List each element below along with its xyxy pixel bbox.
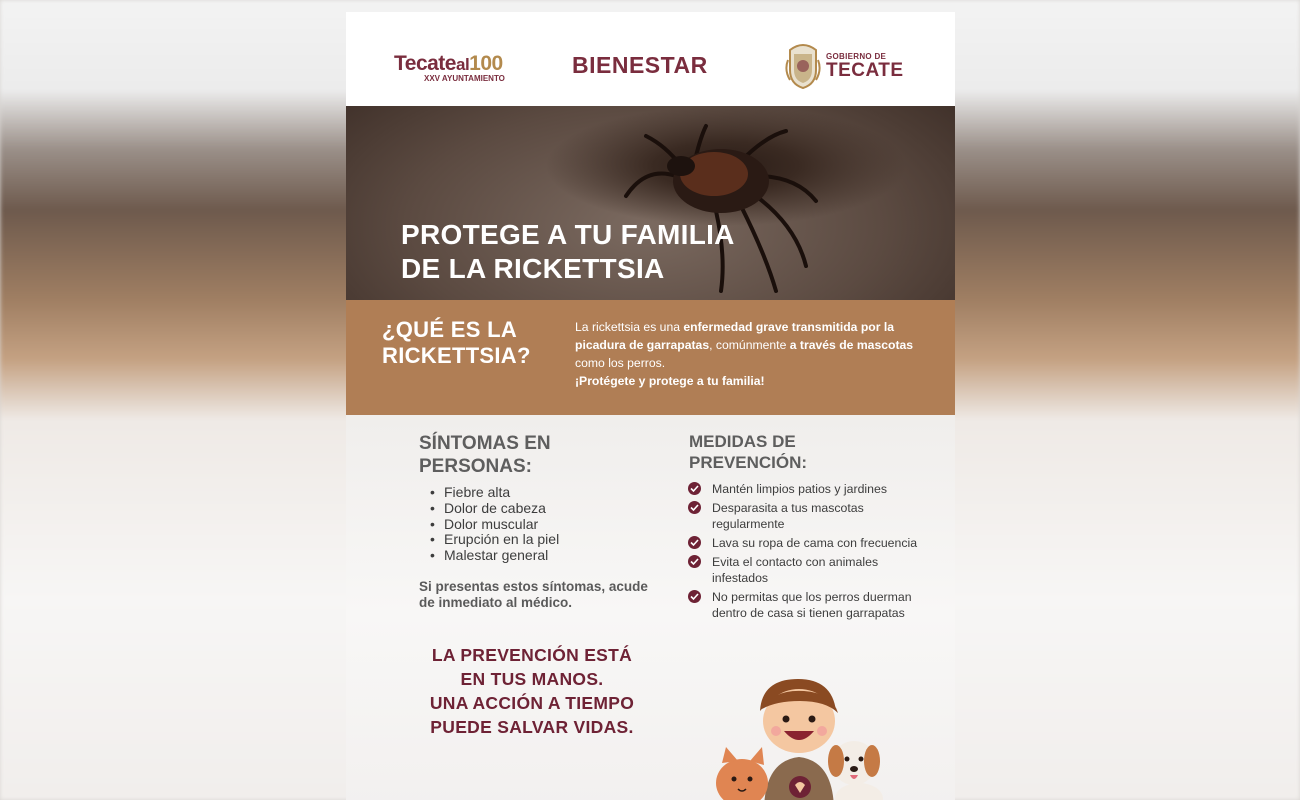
check-circle-icon [688,482,701,495]
prevention-title-line1: MEDIDAS DE [689,432,796,451]
what-is-question [382,317,562,369]
check-circle-icon [688,536,701,549]
desc-part5: como los perros. [575,356,666,370]
symptoms-note: Si presentas estos síntomas, acude de inmediato al médico. [419,579,648,610]
prevention-title [689,431,889,473]
slogan-line2: EN TUS MANOS. [460,669,604,689]
rickettsia-poster [346,12,955,800]
gobierno-line2: TECATE [826,60,904,81]
symptom-item: • Dolor muscular [430,517,559,533]
prevention-list [688,481,918,624]
check-circle-icon [688,501,701,514]
prevention-item [688,589,918,621]
prevention-item [688,500,918,532]
desc-part1: La rickettsia es una [575,320,684,334]
prevention-slogan [402,643,662,739]
what-is-description [575,318,925,390]
prevention-item-text: Evita el contacto con animales infestados [712,555,879,585]
check-circle-icon [688,590,701,603]
symptom-item: • Erupción en la piel [430,532,559,548]
what-is-question-line1: ¿QUÉ ES LA [382,317,518,342]
prevention-item-text: Desparasita a tus mascotas regularmente [712,501,864,531]
tecate-al-100-logo [394,52,534,92]
prevention-item [688,554,918,586]
gobierno-text [826,52,904,82]
symptoms-list [430,485,559,564]
tecate-logo-subtitle: XXV AYUNTAMIENTO [424,74,505,83]
prevention-item-text: No permitas que los perros duerman dentro de casa si tienen garrapatas [712,590,912,620]
poster-header [346,12,955,106]
prevention-item-text: Lava su ropa de cama con frecuencia [712,536,918,550]
hero-title-line1: PROTEGE A TU FAMILIA [401,219,735,250]
prevention-title-line2: PREVENCIÓN: [689,453,808,472]
boy-with-pets-illustration [714,671,889,800]
slogan-line3: UNA ACCIÓN A TIEMPO [429,693,635,713]
desc-part4: a través de mascotas [789,338,914,352]
gobierno-line1: GOBIERNO DE [826,52,887,61]
desc-call-to-action: ¡Protégete y protege a tu familia! [575,374,765,388]
desc-part2: enfermedad grave transmitida por la picadura de garrapatas [575,320,895,352]
slogan-line4: PUEDE SALVAR VIDAS. [430,717,634,737]
prevention-item-text: Mantén limpios patios y jardines [712,482,887,496]
check-circle-icon [688,555,701,568]
info-section [346,415,955,800]
hero-tick-photo [346,106,955,300]
what-is-band [346,300,955,415]
symptom-item: • Dolor de cabeza [430,501,559,517]
tecate-seal-icon [784,40,822,90]
hero-title [401,218,821,286]
desc-part3: , comúnmente [709,338,790,352]
gobierno-tecate-logo [784,40,904,92]
hero-title-line2: DE LA RICKETTSIA [401,253,665,284]
tecate-logo-wordmark [394,52,534,76]
symptoms-title [419,432,619,478]
prevention-item [688,481,918,497]
tecate-logo-main: Tecate [394,52,456,75]
bienestar-logo: BIENESTAR [572,52,708,78]
tecate-logo-al: al [455,55,470,74]
symptom-item: • Fiebre alta [430,485,559,501]
symptoms-title-line2: PERSONAS: [419,456,532,477]
symptoms-title-line1: SÍNTOMAS EN [419,433,551,454]
slogan-line1: LA PREVENCIÓN ESTÁ [431,645,633,665]
tecate-logo-number: 100 [469,52,503,75]
symptom-item: • Malestar general [430,548,559,564]
prevention-item [688,535,918,551]
what-is-question-line2: RICKETTSIA? [382,343,531,368]
